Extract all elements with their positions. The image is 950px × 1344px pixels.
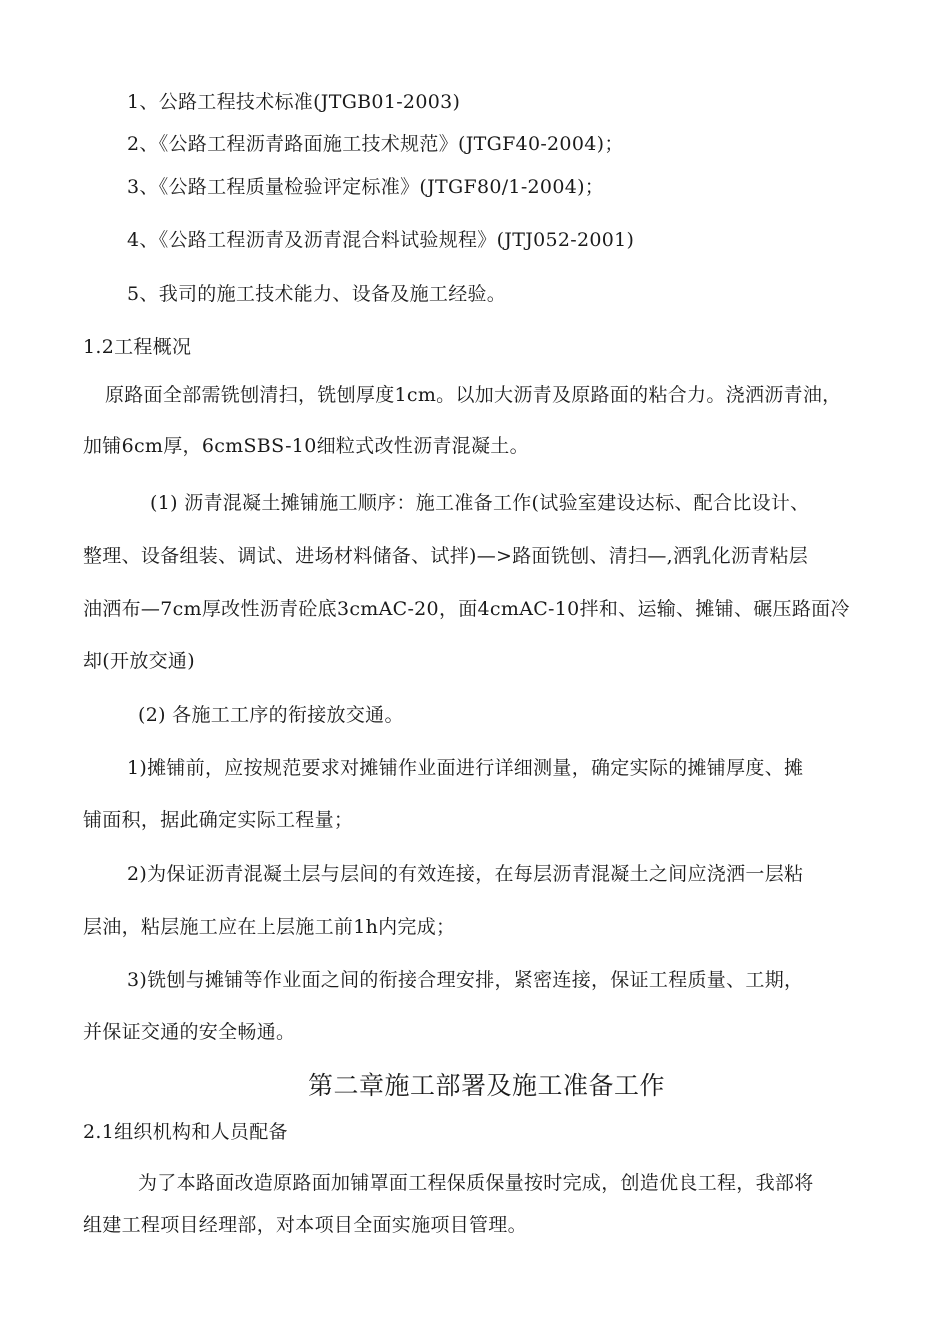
list-item-1-line-2: 铺面积，据此确定实际工程量； — [83, 809, 354, 831]
list-item-3-line-2: 并保证交通的安全畅通。 — [83, 1021, 296, 1043]
list-item-2-line-2: 层油，粘层施工应在上层施工前1h内完成； — [83, 916, 456, 938]
overview-para-line-2: 加铺6cm厚，6cmSBS-10细粒式改性沥青混凝土。 — [83, 435, 529, 457]
reference-item-4: 4、《公路工程沥青及沥青混合料试验规程》(JTJ052-2001) — [127, 229, 635, 251]
section-heading-1-2: 1.2工程概况 — [83, 336, 192, 358]
overview-para-line-1: 原路面全部需铣刨清扫，铣刨厚度1cm。以加大沥青及原路面的粘合力。浇洒沥青油， — [105, 384, 842, 406]
reference-item-1: 1、公路工程技术标准(JTGB01-2003) — [127, 91, 461, 113]
sequence-para-line-3: 油洒布—7cm厚改性沥青砼底3cmAC-20，面4cmAC-10拌和、运输、摊铺、碾压路面冷 — [83, 598, 850, 620]
reference-item-5: 5、我司的施工技术能力、设备及施工经验。 — [127, 283, 507, 305]
chapter-title: 第二章施工部署及施工准备工作 — [308, 1071, 666, 1100]
section-heading-2-1: 2.1组织机构和人员配备 — [83, 1121, 288, 1143]
organization-para-line-2: 组建工程项目经理部，对本项目全面实施项目管理。 — [83, 1214, 527, 1236]
reference-item-3: 3、《公路工程质量检验评定标准》(JTGF80/1-2004)； — [127, 176, 605, 198]
sequence-para-line-2: 整理、设备组装、调试、进场材料储备、试拌)—>路面铣刨、清扫—,洒乳化沥青粘层 — [83, 545, 809, 567]
list-item-3-line-1: 3)铣刨与摊铺等作业面之间的衔接合理安排，紧密连接，保证工程质量、工期， — [127, 969, 804, 991]
connection-para: (2) 各施工工序的衔接放交通。 — [138, 704, 404, 726]
list-item-1-line-1: 1)摊铺前，应按规范要求对摊铺作业面进行详细测量，确定实际的摊铺厚度、摊 — [127, 757, 804, 779]
list-item-2-line-1: 2)为保证沥青混凝土层与层间的有效连接，在每层沥青混凝土之间应浇洒一层粘 — [127, 863, 804, 885]
sequence-para-line-4: 却(开放交通) — [83, 650, 195, 672]
sequence-para-line-1: (1) 沥青混凝土摊铺施工顺序：施工准备工作(试验室建设达标、配合比设计、 — [150, 492, 810, 514]
reference-item-2: 2、《公路工程沥青路面施工技术规范》(JTGF40-2004)； — [127, 133, 624, 155]
organization-para-line-1: 为了本路面改造原路面加铺罩面工程保质保量按时完成，创造优良工程，我部将 — [138, 1172, 814, 1194]
